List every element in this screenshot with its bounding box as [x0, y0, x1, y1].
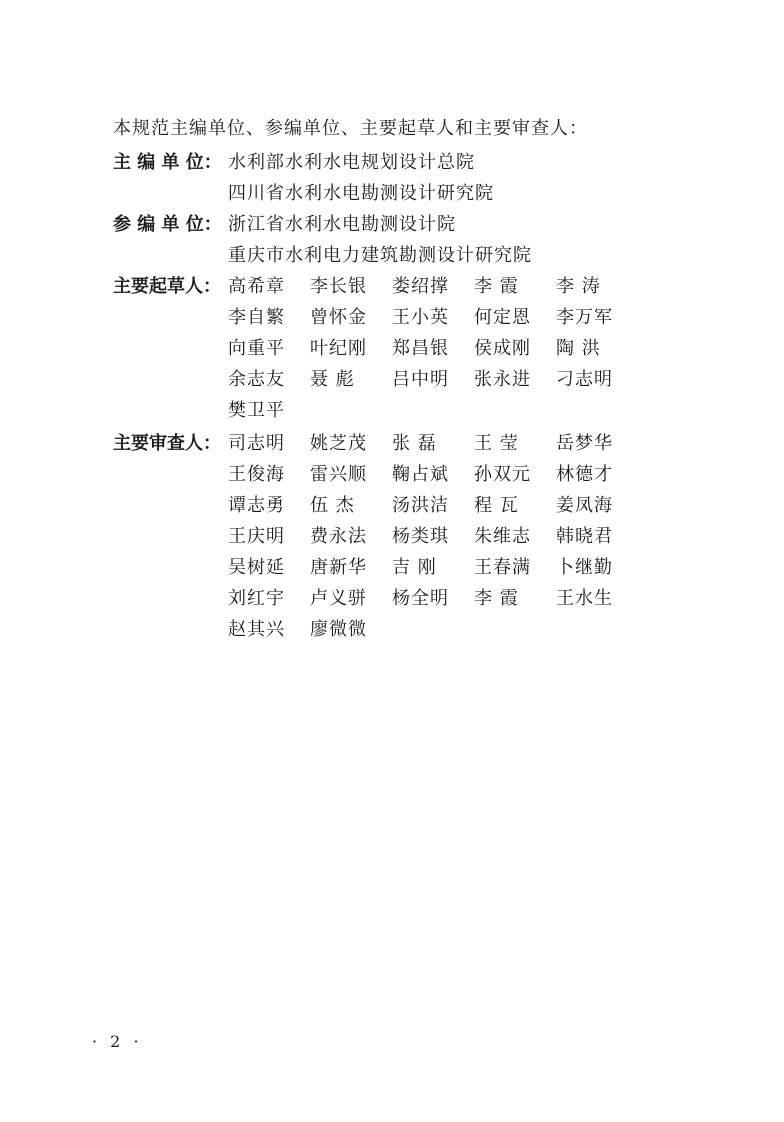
drafter-name: 何定恩	[474, 306, 531, 328]
drafter-name: 余志友	[228, 368, 285, 390]
drafters-row	[113, 331, 638, 362]
reviewer-name: 杨全明	[392, 587, 449, 609]
drafters-label: 主要起草人：	[113, 275, 221, 297]
drafters-row	[113, 269, 638, 300]
participating-units-row-2	[113, 238, 532, 269]
reviewer-name: 鞠占斌	[392, 463, 449, 485]
reviewer-name: 雷兴顺	[310, 463, 367, 485]
reviewer-name: 卢义骈	[310, 587, 367, 609]
reviewer-name: 谭志勇	[228, 494, 285, 516]
drafter-name: 李万军	[556, 306, 613, 328]
drafter-name: 高希章	[228, 275, 285, 297]
reviewer-name: 汤洪洁	[392, 494, 449, 516]
reviewer-name: 伍 杰	[310, 494, 355, 516]
drafter-name: 李长银	[310, 275, 367, 297]
reviewers-row	[113, 488, 638, 519]
drafter-name: 娄绍撑	[392, 275, 449, 297]
chief-units-section	[113, 145, 494, 207]
reviewer-name: 费永法	[310, 525, 367, 547]
reviewer-name: 张 磊	[392, 432, 437, 454]
reviewers-row	[113, 519, 638, 550]
reviewer-name: 朱维志	[474, 525, 531, 547]
reviewer-name: 王水生	[556, 587, 613, 609]
drafter-name: 张永进	[474, 368, 531, 390]
drafters-section	[113, 269, 638, 424]
reviewers-row	[113, 550, 638, 581]
reviewer-name: 廖微微	[310, 618, 367, 640]
participating-units-label: 参 编 单 位：	[113, 213, 222, 235]
drafter-name: 郑昌银	[392, 337, 449, 359]
reviewer-name: 韩晓君	[556, 525, 613, 547]
participating-unit-1: 浙江省水利水电勘测设计院	[228, 213, 456, 235]
reviewer-name: 王庆明	[228, 525, 285, 547]
drafters-row	[113, 300, 638, 331]
chief-unit-1: 水利部水利水电规划设计总院	[228, 151, 475, 173]
drafter-name: 曾怀金	[310, 306, 367, 328]
reviewers-row	[113, 581, 638, 612]
reviewers-row	[113, 612, 638, 643]
reviewers-row	[113, 457, 638, 488]
drafter-name: 李 涛	[556, 275, 601, 297]
reviewer-name: 岳梦华	[556, 432, 613, 454]
reviewer-name: 王 莹	[474, 432, 519, 454]
reviewers-label: 主要审查人：	[113, 432, 221, 454]
reviewers-row	[113, 426, 638, 457]
drafter-name: 李 霞	[474, 275, 519, 297]
drafter-name: 刁志明	[556, 368, 613, 390]
page-number: · 2 ·	[92, 1032, 143, 1051]
reviewer-name: 李 霞	[474, 587, 519, 609]
drafter-name: 陶 洪	[556, 337, 601, 359]
drafter-name: 侯成刚	[474, 337, 531, 359]
drafter-name: 向重平	[228, 337, 285, 359]
reviewer-name: 林德才	[556, 463, 613, 485]
reviewer-name: 吉 刚	[392, 556, 437, 578]
drafter-name: 李自繁	[228, 306, 285, 328]
chief-units-row-2	[113, 176, 494, 207]
participating-unit-2: 重庆市水利电力建筑勘测设计研究院	[228, 244, 532, 266]
reviewer-name: 杨类琪	[392, 525, 449, 547]
reviewer-name: 赵其兴	[228, 618, 285, 640]
chief-unit-2: 四川省水利水电勘测设计研究院	[228, 182, 494, 204]
drafter-name: 叶纪刚	[310, 337, 367, 359]
reviewer-name: 程 瓦	[474, 494, 519, 516]
reviewer-name: 姚芝茂	[310, 432, 367, 454]
reviewer-name: 卜继勤	[556, 556, 613, 578]
chief-units-row-1	[113, 145, 494, 176]
reviewer-name: 姜凤海	[556, 494, 613, 516]
reviewer-name: 王俊海	[228, 463, 285, 485]
reviewer-name: 孙双元	[474, 463, 531, 485]
reviewer-name: 刘红宇	[228, 587, 285, 609]
drafters-row	[113, 393, 638, 424]
reviewer-name: 王春满	[474, 556, 531, 578]
participating-units-section	[113, 207, 532, 269]
drafters-row	[113, 362, 638, 393]
drafter-name: 王小英	[392, 306, 449, 328]
chief-units-label: 主 编 单 位：	[113, 151, 222, 173]
reviewers-section	[113, 426, 638, 643]
participating-units-row-1	[113, 207, 532, 238]
reviewer-name: 吴树延	[228, 556, 285, 578]
drafter-name: 聂 彪	[310, 368, 355, 390]
intro-text: 本规范主编单位、参编单位、主要起草人和主要审查人：	[113, 118, 588, 139]
drafter-name: 吕中明	[392, 368, 449, 390]
reviewer-name: 唐新华	[310, 556, 367, 578]
reviewer-name: 司志明	[228, 432, 285, 454]
drafter-name: 樊卫平	[228, 399, 285, 421]
